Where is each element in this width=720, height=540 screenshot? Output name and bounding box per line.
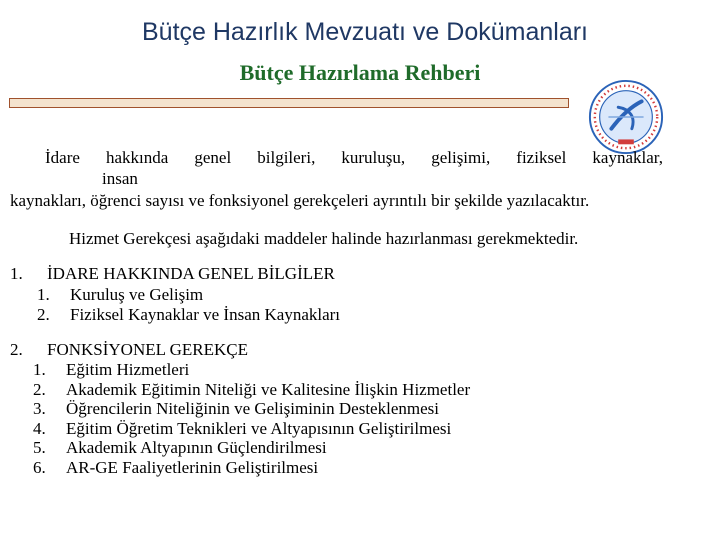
page-subtitle: Bütçe Hazırlama Rehberi bbox=[239, 60, 481, 85]
list-item: Akademik Eğitimin Niteliği ve Kalitesine İlişkin Hizmetler bbox=[66, 380, 471, 399]
list-item-number: 1. bbox=[37, 285, 50, 304]
list-item: AR-GE Faaliyetlerinin Geliştirilmesi bbox=[66, 458, 319, 477]
section-number: 1. bbox=[10, 264, 23, 283]
header-divider bbox=[9, 98, 569, 108]
list-item-number: 3. bbox=[33, 399, 46, 418]
list-item: Fiziksel Kaynaklar ve İnsan Kaynakları bbox=[70, 305, 341, 324]
page-title: Bütçe Hazırlık Mevzuatı ve Dokümanları bbox=[142, 18, 588, 46]
intro-line-1: İdare hakkında genel bilgileri, kuruluşu, gelişimi, fiziksel kaynaklar, bbox=[45, 148, 663, 167]
list-item-number: 2. bbox=[33, 380, 46, 399]
list-item: Akademik Altyapının Güçlendirilmesi bbox=[66, 438, 327, 457]
intro-line-3: kaynakları, öğrenci sayısı ve fonksiyonel gerekçeleri ayrıntılı bir şekilde yazılacaktır. bbox=[10, 191, 590, 210]
list-item-number: 2. bbox=[37, 305, 50, 324]
list-item: Eğitim Öğretim Teknikleri ve Altyapısının Geliştirilmesi bbox=[66, 419, 452, 438]
section-number: 2. bbox=[10, 340, 23, 359]
instruction-note: Hizmet Gerekçesi aşağıdaki maddeler halinde hazırlanması gerekmektedir. bbox=[69, 229, 579, 248]
list-item: Öğrencilerin Niteliğinin ve Gelişiminin Desteklenmesi bbox=[66, 399, 439, 418]
list-item: Eğitim Hizmetleri bbox=[66, 360, 190, 379]
list-item-number: 6. bbox=[33, 458, 46, 477]
list-item-number: 1. bbox=[33, 360, 46, 379]
university-seal-icon bbox=[587, 78, 665, 156]
section-title: İDARE HAKKINDA GENEL BİLGİLER bbox=[47, 264, 335, 283]
intro-line-2: insan bbox=[102, 169, 138, 188]
list-item-number: 4. bbox=[33, 419, 46, 438]
list-item-number: 5. bbox=[33, 438, 46, 457]
list-item: Kuruluş ve Gelişim bbox=[70, 285, 204, 304]
section-title: FONKSİYONEL GEREKÇE bbox=[47, 340, 249, 359]
